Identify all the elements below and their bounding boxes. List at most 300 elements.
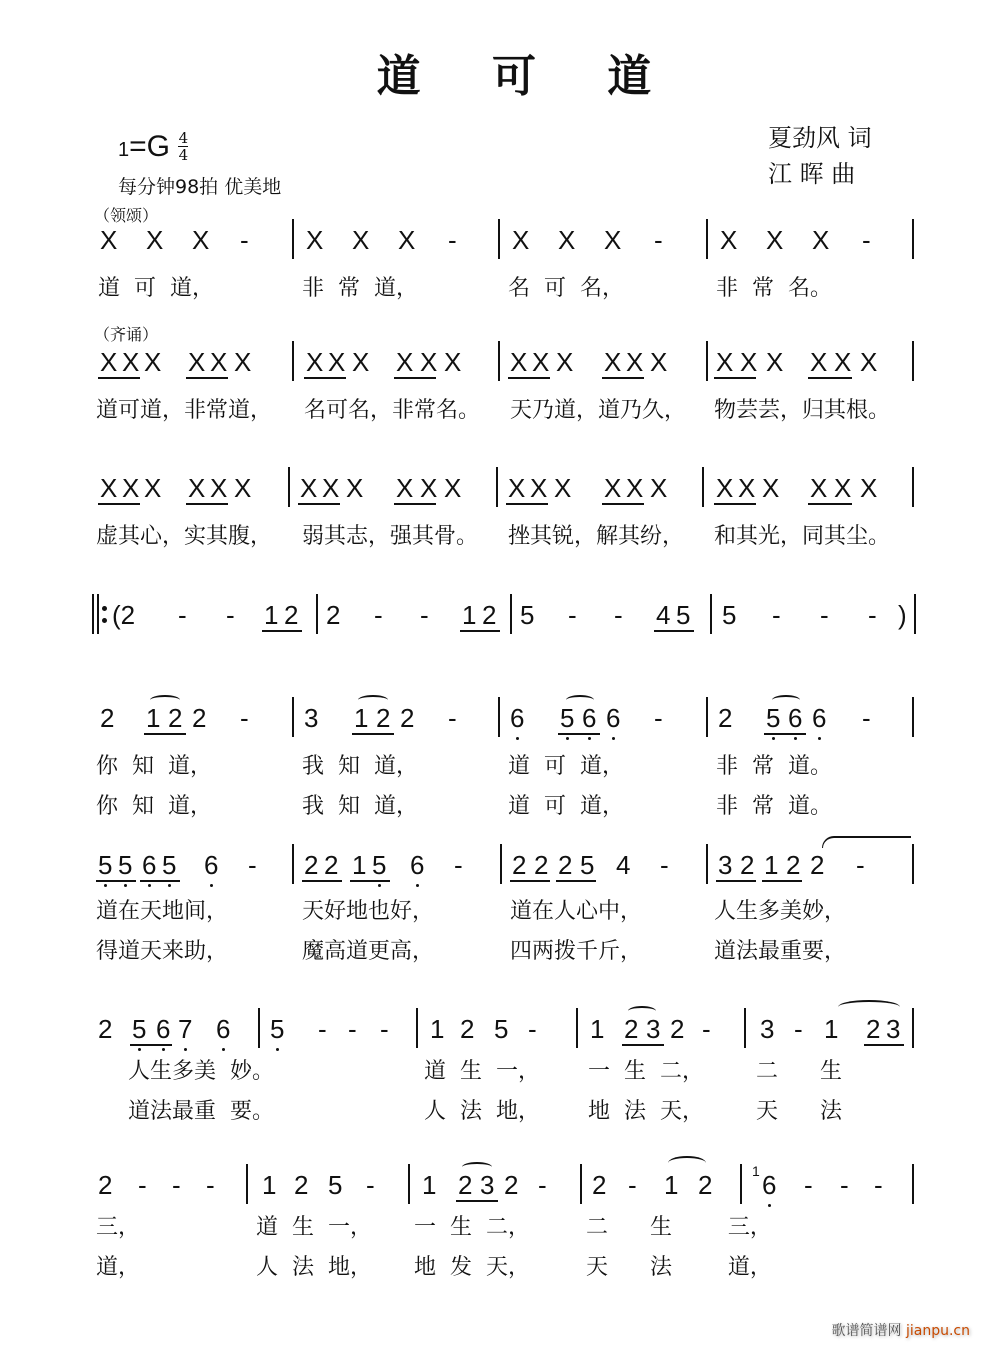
note: 6: [204, 850, 219, 880]
note: -: [654, 703, 663, 733]
slur-arc: [566, 695, 594, 705]
barline: [576, 1008, 578, 1048]
note: X: [100, 473, 118, 503]
note: -: [374, 600, 383, 630]
note: X: [558, 225, 576, 255]
note: 3: [304, 703, 319, 733]
note: X: [188, 473, 206, 503]
barline: [246, 1164, 248, 1204]
note: X: [100, 225, 118, 255]
note: 2: [304, 850, 319, 880]
low-octave-dot: [276, 1048, 279, 1051]
lyric-line: 人 法 地，: [424, 1099, 540, 1124]
lyric-line: 非 常 名。: [716, 276, 832, 301]
lyric-line: 物芸芸，归其根。: [714, 398, 891, 423]
lyric-line: 人生多美 妙。: [128, 1059, 274, 1084]
barline: [496, 467, 498, 507]
note: -: [318, 1014, 327, 1044]
note: X: [192, 225, 210, 255]
note: X: [812, 225, 830, 255]
note: X: [604, 225, 622, 255]
note: -: [380, 1014, 389, 1044]
note: 1: [354, 703, 369, 733]
note: 6: [762, 1170, 777, 1200]
lyric-line: 我 知 道，: [302, 794, 418, 819]
beam-underline: [98, 503, 140, 505]
note: X: [210, 347, 228, 377]
note: 2: [512, 850, 527, 880]
key-tonic: 1: [118, 139, 130, 161]
note: X: [810, 347, 828, 377]
barline: [740, 1164, 742, 1204]
note: -: [348, 1014, 357, 1044]
note: 2: [192, 703, 207, 733]
beam-underline: [602, 377, 644, 379]
watermark: [832, 1320, 970, 1340]
low-octave-dot: [222, 1048, 225, 1051]
low-octave-dot: [378, 884, 381, 887]
lyric-line: 道 可 道，: [508, 794, 624, 819]
note: -: [420, 600, 429, 630]
beam-underline: [350, 880, 390, 882]
note: X: [860, 347, 878, 377]
barline: [498, 341, 500, 381]
barline: [914, 594, 916, 634]
beam-underline: [714, 377, 756, 379]
barline: [706, 697, 708, 737]
barline: [912, 219, 914, 259]
time-top: 4: [178, 129, 189, 147]
key-name: =G: [129, 130, 170, 163]
lyric-line: 地 法 天，: [588, 1099, 704, 1124]
note: -: [240, 225, 249, 255]
note: 2: [100, 703, 115, 733]
note: X: [766, 225, 784, 255]
note: -: [628, 1170, 637, 1200]
note: 7: [178, 1014, 193, 1044]
note: X: [328, 347, 346, 377]
section-label-chorus: （齐诵）: [94, 325, 159, 344]
note: -: [226, 600, 235, 630]
note: 1: [264, 600, 279, 630]
note: X: [738, 473, 756, 503]
barline: [498, 697, 500, 737]
beam-underline: [130, 1044, 172, 1046]
note: 4: [616, 850, 631, 880]
barline: [316, 594, 318, 634]
note: 2: [98, 1014, 113, 1044]
note: 3: [646, 1014, 661, 1044]
note: X: [762, 473, 780, 503]
barline: [744, 1008, 746, 1048]
credits: [768, 120, 872, 192]
note: -: [538, 1170, 547, 1200]
grace-note: 1: [752, 1163, 760, 1179]
note: 6: [142, 850, 157, 880]
note: 5: [372, 850, 387, 880]
note: X: [322, 473, 340, 503]
low-octave-dot: [566, 737, 569, 740]
note: X: [398, 225, 416, 255]
note: X: [346, 473, 364, 503]
note: -: [366, 1170, 375, 1200]
note: 6: [582, 703, 597, 733]
low-octave-dot: [210, 884, 213, 887]
barline: [292, 697, 294, 737]
note: X: [650, 347, 668, 377]
note: -: [862, 225, 871, 255]
beam-underline: [304, 377, 346, 379]
composer: 江 晖 曲: [768, 160, 856, 188]
beam-underline: [762, 880, 802, 882]
time-signature: [178, 130, 188, 163]
note: 1: [590, 1014, 605, 1044]
barline: [292, 341, 294, 381]
beam-underline: [186, 377, 228, 379]
beam-underline: [558, 733, 600, 735]
barline: [912, 1008, 914, 1048]
note: -: [794, 1014, 803, 1044]
low-octave-dot: [772, 737, 775, 740]
beam-underline: [352, 733, 394, 735]
beam-underline: [622, 1044, 664, 1046]
barline: [580, 1164, 582, 1204]
lyric-line: 道，: [96, 1255, 141, 1280]
barline: [292, 219, 294, 259]
barline: [912, 341, 914, 381]
note: 2: [326, 600, 341, 630]
beam-underline: [394, 377, 436, 379]
note: X: [144, 473, 162, 503]
note: 6: [510, 703, 525, 733]
key-signature: [118, 130, 188, 164]
barline: [500, 844, 502, 884]
barline: [702, 467, 704, 507]
note: 2: [740, 850, 755, 880]
beam-underline: [144, 733, 186, 735]
barline: [292, 844, 294, 884]
lyric-line: 二 生 三，: [586, 1215, 772, 1240]
note: X: [716, 347, 734, 377]
slur-arc: [772, 695, 800, 705]
note: -: [138, 1170, 147, 1200]
note: 5: [520, 600, 535, 630]
note: -: [178, 600, 187, 630]
note: 2: [534, 850, 549, 880]
note: 3: [886, 1014, 901, 1044]
note: X: [144, 347, 162, 377]
lyric-line: 你 知 道，: [96, 794, 212, 819]
lyric-line: 道 可 道，: [508, 754, 624, 779]
note: 2: [376, 703, 391, 733]
note: 5: [580, 850, 595, 880]
barline: [912, 467, 914, 507]
note: X: [444, 473, 462, 503]
note: -: [614, 600, 623, 630]
beam-underline: [394, 503, 436, 505]
note: 2: [698, 1170, 713, 1200]
beam-underline: [460, 630, 500, 632]
note: X: [532, 347, 550, 377]
note: X: [306, 225, 324, 255]
beam-underline: [764, 733, 806, 735]
low-octave-dot: [588, 737, 591, 740]
barline: [706, 844, 708, 884]
beam-underline: [510, 880, 550, 882]
note: 6: [812, 703, 827, 733]
lyric-line: 得道天来助，: [96, 939, 229, 964]
lyric-line: 道在天地间，: [96, 899, 229, 924]
note: X: [300, 473, 318, 503]
note: X: [530, 473, 548, 503]
watermark-url[interactable]: jianpu.cn: [905, 1323, 970, 1339]
note: -: [820, 600, 829, 630]
note: X: [234, 473, 252, 503]
lyric-line: 天 法 道，: [586, 1255, 772, 1280]
lyric-line: 人 法 地，: [256, 1255, 372, 1280]
note: X: [234, 347, 252, 377]
note: X: [100, 347, 118, 377]
beam-underline: [808, 503, 852, 505]
barline: [288, 467, 290, 507]
note: X: [396, 473, 414, 503]
note: -: [660, 850, 669, 880]
slur-arc: [628, 1006, 656, 1016]
note: X: [512, 225, 530, 255]
note: -: [840, 1170, 849, 1200]
note: 5: [560, 703, 575, 733]
note: 5: [132, 1014, 147, 1044]
beam-underline: [302, 880, 342, 882]
repeat-thick: [92, 594, 94, 634]
note: 3: [760, 1014, 775, 1044]
note: -: [804, 1170, 813, 1200]
note: 2: [558, 850, 573, 880]
low-octave-dot: [612, 737, 615, 740]
note: X: [650, 473, 668, 503]
note: 2: [400, 703, 415, 733]
repeat-dot: [102, 618, 107, 623]
tempo-marking: 每分钟98拍 优美地: [118, 176, 282, 198]
lyric-line: 道 生 一，: [256, 1215, 372, 1240]
watermark-text: 歌谱简谱网: [831, 1323, 902, 1339]
slur-arc: [358, 695, 388, 705]
lyric-line: 虚其心，实其腹，: [96, 524, 273, 549]
note: X: [510, 347, 528, 377]
note: 2: [98, 1170, 113, 1200]
beam-underline: [602, 503, 644, 505]
lyric-line: 三，: [96, 1215, 141, 1240]
note: ): [898, 600, 907, 630]
note: 2: [168, 703, 183, 733]
note: 5: [270, 1014, 285, 1044]
beam-underline: [508, 377, 550, 379]
barline: [408, 1164, 410, 1204]
note: 2: [624, 1014, 639, 1044]
note: X: [146, 225, 164, 255]
note: 2: [460, 1014, 475, 1044]
note: X: [122, 473, 140, 503]
time-bottom: 4: [178, 146, 189, 164]
slur-arc: [462, 1162, 492, 1172]
note: 5: [162, 850, 177, 880]
note: 1: [430, 1014, 445, 1044]
note: X: [556, 347, 574, 377]
note: X: [352, 225, 370, 255]
lyric-line: 人生多美妙，: [714, 899, 847, 924]
note: 5: [722, 600, 737, 630]
lyric-line: 你 知 道，: [96, 754, 212, 779]
lyric-line: 非 常 道，: [302, 276, 418, 301]
note: X: [716, 473, 734, 503]
low-octave-dot: [148, 884, 151, 887]
lyricist: 夏劲风 词: [768, 124, 872, 152]
note: 5: [494, 1014, 509, 1044]
repeat-thin: [97, 594, 99, 634]
tie-line: [822, 836, 911, 848]
note: X: [188, 347, 206, 377]
lyric-line: 道 可 道，: [98, 276, 214, 301]
note: 1: [764, 850, 779, 880]
low-octave-dot: [162, 1048, 165, 1051]
lyric-line: 天乃道，道乃久，: [510, 398, 687, 423]
barline: [912, 697, 914, 737]
note: X: [766, 347, 784, 377]
beam-underline: [262, 630, 302, 632]
lyric-line: 道在人心中，: [510, 899, 643, 924]
note: -: [448, 703, 457, 733]
note: -: [868, 600, 877, 630]
lyric-line: 道 生 一，: [424, 1059, 540, 1084]
lyric-line: 和其光，同其尘。: [714, 524, 891, 549]
note: 5: [98, 850, 113, 880]
note: -: [856, 850, 865, 880]
note: -: [862, 703, 871, 733]
note: X: [352, 347, 370, 377]
note: 4: [656, 600, 671, 630]
note: -: [772, 600, 781, 630]
beam-underline: [808, 377, 852, 379]
note: -: [448, 225, 457, 255]
note: X: [122, 347, 140, 377]
note: X: [604, 347, 622, 377]
beam-underline: [506, 503, 548, 505]
low-octave-dot: [168, 884, 171, 887]
note: 6: [156, 1014, 171, 1044]
note: 2: [810, 850, 825, 880]
note: X: [740, 347, 758, 377]
note: X: [604, 473, 622, 503]
note: 2: [324, 850, 339, 880]
beam-underline: [654, 630, 694, 632]
low-octave-dot: [794, 737, 797, 740]
note: 6: [216, 1014, 231, 1044]
note: 1: [352, 850, 367, 880]
beam-underline: [716, 880, 756, 882]
note: X: [508, 473, 526, 503]
lyric-line: 非 常 道。: [716, 754, 832, 779]
lyric-line: 道法最重 要。: [128, 1099, 274, 1124]
note: 2: [284, 600, 299, 630]
note: 2: [482, 600, 497, 630]
note: 2: [718, 703, 733, 733]
note: 5: [328, 1170, 343, 1200]
lyric-line: 二 生: [756, 1059, 842, 1084]
lyric-line: 四两拨千斤，: [510, 939, 643, 964]
note: X: [834, 473, 852, 503]
beam-underline: [186, 503, 228, 505]
note: 3: [480, 1170, 495, 1200]
note: 2: [458, 1170, 473, 1200]
note: 6: [788, 703, 803, 733]
note: X: [210, 473, 228, 503]
note: 2: [592, 1170, 607, 1200]
low-octave-dot: [818, 737, 821, 740]
beam-underline: [864, 1044, 904, 1046]
note: 2: [504, 1170, 519, 1200]
note: -: [172, 1170, 181, 1200]
note: X: [420, 473, 438, 503]
note: 1: [146, 703, 161, 733]
lyric-line: 名可名，非常名。: [304, 398, 481, 423]
note: 6: [410, 850, 425, 880]
tie-arc: [838, 1000, 900, 1014]
note: 5: [676, 600, 691, 630]
lyric-line: 挫其锐，解其纷，: [508, 524, 685, 549]
note: 1: [664, 1170, 679, 1200]
barline: [706, 341, 708, 381]
note: X: [720, 225, 738, 255]
lyric-line: 魔高道更高，: [302, 939, 435, 964]
lyric-line: 弱其志，强其骨。: [302, 524, 479, 549]
barline: [258, 1008, 260, 1048]
note: X: [860, 473, 878, 503]
beam-underline: [456, 1200, 498, 1202]
low-octave-dot: [768, 1204, 771, 1207]
lyric-line: 天好地也好，: [302, 899, 435, 924]
note: 1: [462, 600, 477, 630]
note: X: [554, 473, 572, 503]
note: -: [248, 850, 257, 880]
section-label-lead: （领颂）: [94, 206, 159, 225]
low-octave-dot: [124, 884, 127, 887]
note: -: [454, 850, 463, 880]
note: 1: [262, 1170, 277, 1200]
barline: [912, 844, 914, 884]
note: (2: [112, 600, 136, 630]
lyric-line: 天 法: [756, 1099, 842, 1124]
note: -: [654, 225, 663, 255]
note: -: [528, 1014, 537, 1044]
lyric-line: 名 可 名，: [508, 276, 624, 301]
note: -: [702, 1014, 711, 1044]
note: 6: [606, 703, 621, 733]
note: X: [626, 347, 644, 377]
note: X: [444, 347, 462, 377]
note: 2: [670, 1014, 685, 1044]
slur-arc: [150, 695, 180, 705]
note: -: [206, 1170, 215, 1200]
note: -: [874, 1170, 883, 1200]
lyric-line: 我 知 道，: [302, 754, 418, 779]
note: X: [396, 347, 414, 377]
barline: [710, 594, 712, 634]
barline: [498, 219, 500, 259]
beam-underline: [714, 503, 756, 505]
beam-underline: [298, 503, 340, 505]
note: X: [834, 347, 852, 377]
note: X: [420, 347, 438, 377]
